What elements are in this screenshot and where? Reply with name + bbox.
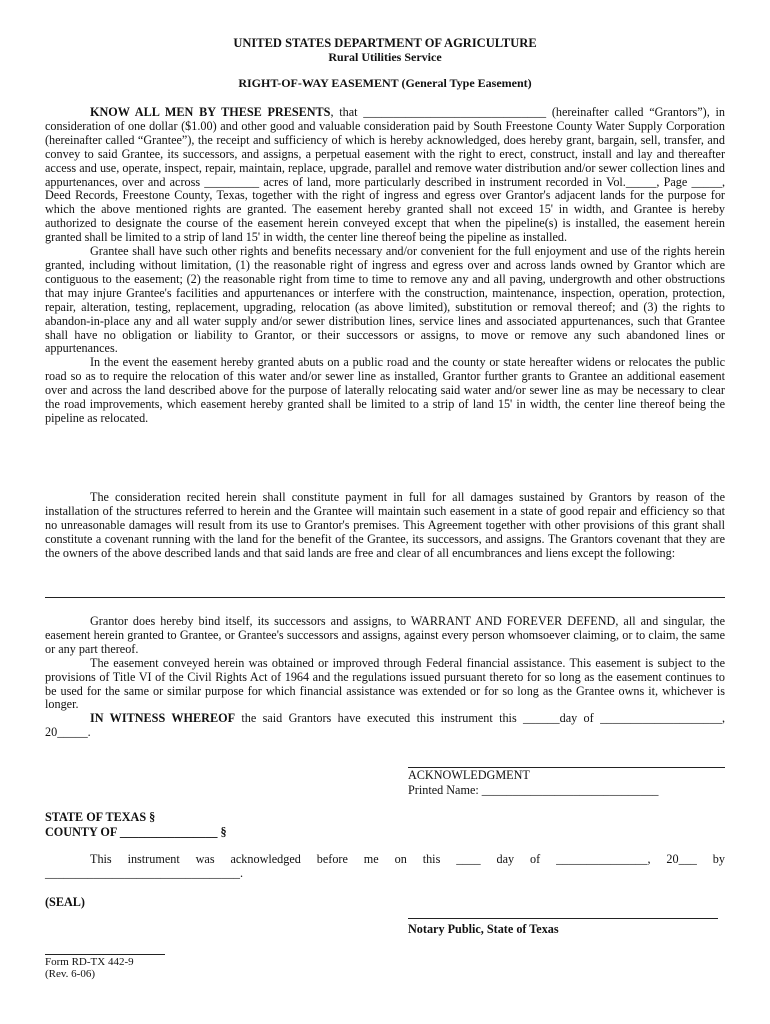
paragraph-federal-assistance: The easement conveyed herein was obtained or improved through Federal financial assistance. This easement is subject to the provisions of Title VI of the Civil Rights Act of 1964 and the regulations issued pursuant thereto for so long as the easement continues to be used for the same or similar purpose for which financial assistance was extended or for so long as the Grantee owns it, whichever is longer. — [45, 655, 725, 712]
county-of: COUNTY OF ________________ § — [45, 825, 227, 839]
notary-signature-line — [408, 918, 718, 919]
footer-rule — [45, 954, 165, 955]
service-heading: Rural Utilities Service — [328, 50, 442, 64]
grant-text: , that ______________________________ (hereinafter called “Grantors”), in consideration of one dollar ($1.00) and other good and valuable consideration paid by South Freestone County Water Supply Corporation (hereinafter called “Grantee”), the receipt and sufficiency of which is hereby acknowledged, does hereby grant, bargain, sell, transfer, and convey to said Grantee, its successors, and assigns, a perpetual easement with the right to erect, construct, install and lay and thereafter access and use, operate, inspect, repair, maintain, replace, upgrade, parallel and remove water distribution and/or sewer collection lines and appurtenances, over and across _________ acres of land, more particularly described in instrument recorded in Vol._____, Page _____, Deed Records, Freestone County, Texas, together with the right of ingress and egress over Grantor's adjacent lands for the purpose for which the above mentioned rights are granted. The easement hereby granted shall not exceed 15' in width, and Grantee is hereby authorized to designate the course of the easement herein conveyed except that when the pipeline(s) is installed, the easement herein granted shall be limited to a strip of land 15' in width, the center line thereof being the pipeline as installed. — [45, 105, 726, 245]
notary-title: Notary Public, State of Texas — [408, 922, 559, 936]
paragraph-relocation: In the event the easement hereby granted abuts on a public road and the county or state hereafter widens or relocates the public road so as to require the relocation of this water and/or sewer line as installed, Grantor further grants to Grantee an additional easement over and across the land described above for the purpose of laterally relocating said water and/or sewer line as may be necessary to clear the road improvements, which easement hereby granted shall be limited to a strip of land 15' in width, the center line thereof being the pipeline as relocated. — [45, 355, 725, 425]
consideration-section — [45, 491, 725, 561]
witness-text: the said Grantors have executed this instrument this ______day of ____________________, 20_____. — [45, 711, 725, 740]
seal-label: (SEAL) — [45, 895, 85, 909]
department-heading: UNITED STATES DEPARTMENT OF AGRICULTURE — [233, 36, 537, 50]
know-all-men-lead: KNOW ALL MEN BY THESE PRESENTS — [90, 105, 331, 119]
document-title: RIGHT-OF-WAY EASEMENT (General Type Easement) — [238, 76, 532, 90]
acknowledgment-title: ACKNOWLEDGMENT — [408, 768, 530, 782]
paragraph-consideration: The consideration recited herein shall constitute payment in full for all damages sustained by Grantors by reason of the installation of the structures referred to herein and the Grantee will maintain such easement in a state of good repair and efficiency so that no unreasonable damages will result from its use to Grantor's premises. This Agreement together with other provisions of this grant shall constitute a covenant running with the land for the benefit of the Grantee, its successors, and assigns. The Grantors covenant that they are the owners of the above described lands and that said lands are free and clear of all encumbrances and liens except the following: — [45, 490, 725, 560]
paragraph-witness — [45, 712, 725, 740]
form-revision: (Rev. 6-06) — [45, 968, 95, 980]
warranty-section — [45, 615, 725, 740]
paragraph-rights: Grantee shall have such other rights and benefits necessary and/or convenient for the full enjoyment and use of the rights herein granted, including without limitation, (1) the reasonable right of ingress and egress over and across lands owned by Grantor which are contiguous to the easement; (2) the reasonable right from time to time to remove any and all paving, undergrowth and other obstructions that may injure Grantee's facilities and appurtenances or interfere with the construction, maintenance, inspection, operation, protection, repair, alteration, testing, replacement, upgrading, relocation (as above limited), substitution or removal thereof; and (3) the rights to abandon-in-place any and all water supply and/or sewer distribution lines, service lines and associated appurtenances, such that Grantee shall have no obligation or liability to Grantor, or their successors or assigns, to move or remove any such abandoned lines or appurtenances. — [45, 244, 725, 356]
notary-section — [45, 853, 725, 881]
form-number: Form RD-TX 442-9 — [45, 956, 134, 968]
main-body — [45, 106, 725, 426]
printed-name-field: Printed Name: _____________________________ — [408, 783, 659, 797]
encumbrances-line — [45, 597, 725, 598]
paragraph-warranty: Grantor does hereby bind itself, its successors and assigns, to WARRANT AND FOREVER DEFEND, all and singular, the easement herein granted to Grantee, or Grantee's successors and assigns, against every person whomsoever claiming, or to claim, the same or any part thereof. — [45, 614, 725, 656]
witness-lead: IN WITNESS WHEREOF — [90, 711, 236, 726]
paragraph-notary: This instrument was acknowledged before me on this ____ day of _______________, 20___ by ________________________________. — [45, 852, 725, 880]
state-of-texas: STATE OF TEXAS § — [45, 810, 156, 824]
paragraph-grant — [45, 106, 725, 245]
